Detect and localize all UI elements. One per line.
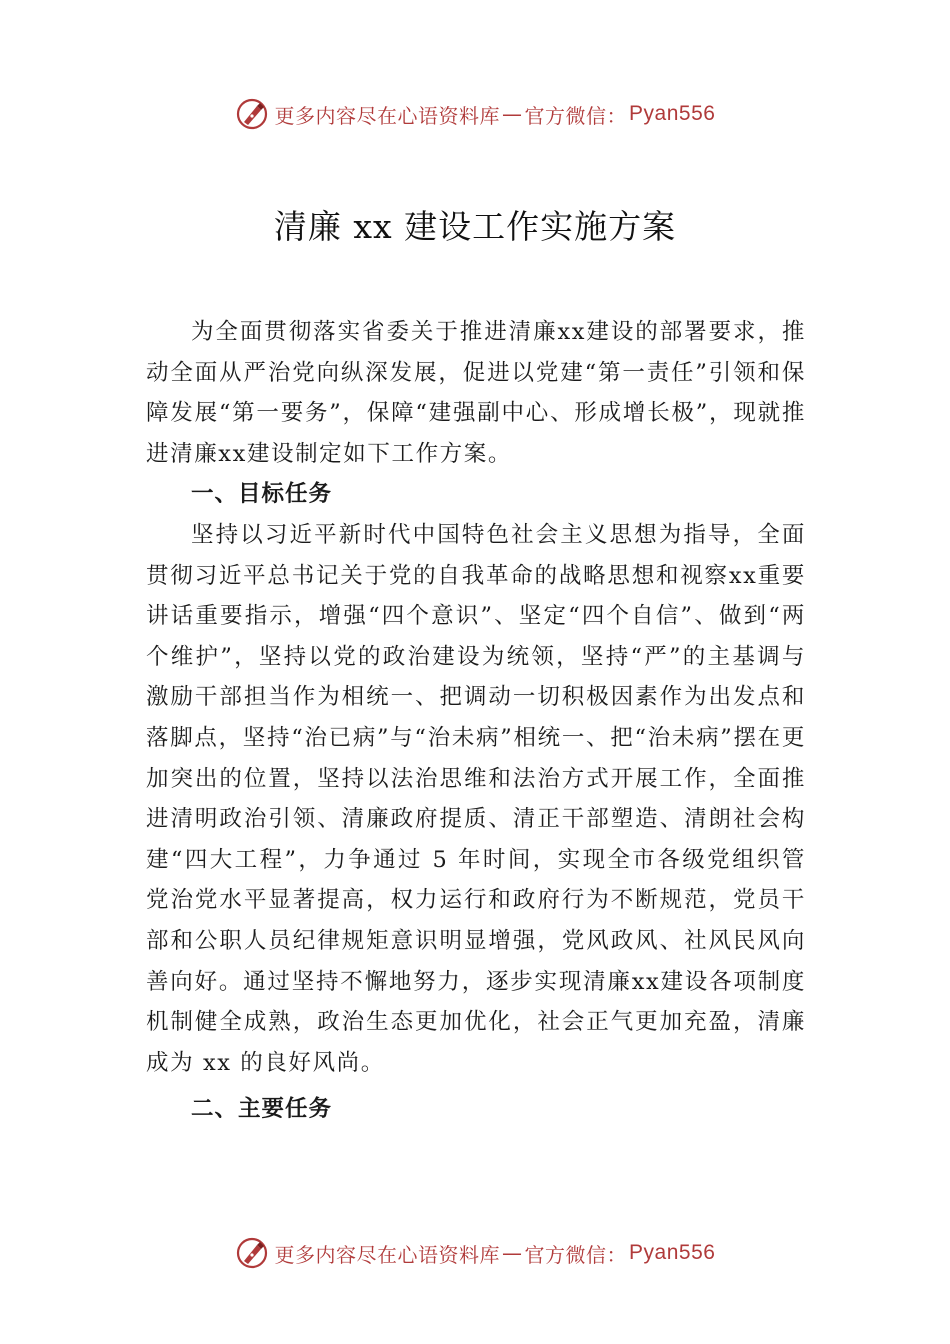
watermark-sub-text: 官方微信：	[524, 1242, 628, 1267]
document-body	[146, 312, 806, 1130]
intro-paragraph: 为全面贯彻落实省委关于推进清廉xx建设的部署要求，推动全面从严治党向纵深发展，促进以党建“第一责任”引领和保障发展“第一要务”，保障“建强副中心、形成增长极”，现就推进清廉xx建设制定如下工作方案。	[146, 319, 806, 467]
section-1-paragraph: 坚持以习近平新时代中国特色社会主义思想为指导，全面贯彻习近平总书记关于党的自我革命的战略思想和视察xx重要讲话重要指示，增强“四个意识”、坚定“四个自信”、做到“两个维护”，坚持以党的政治建设为统领，坚持“严”的主基调与激励干部担当作为相统一、把调动一切积极因素作为出发点和落脚点，坚持“治已病”与“治未病”相统一、把“治未病”摆在更加突出的位置，坚持以法治思维和法治方式开展工作，全面推进清明政治引领、清廉政府提质、清正干部塑造、清朗社会构建“四大工程”，力争通过 5 年时间，实现全市各级党组织管党治党水平显著提高，权力运行和政府行为不断规范，党员干部和公职人员纪律规矩意识明显增强，党风政风、社风民风向善向好。通过坚持不懈地努力，逐步实现清廉xx建设各项制度机制健全成熟，政治生态更加优化，社会正气更加充盈，清廉成为 xx 的良好风尚。	[146, 521, 806, 1076]
watermark-dash: —	[502, 1241, 523, 1265]
watermark-dash: —	[502, 102, 523, 126]
watermark-main-text: 更多内容尽在心语资料库	[274, 1242, 501, 1267]
section-heading-1: 一、目标任务	[191, 481, 333, 508]
watermark-main-text: 更多内容尽在心语资料库	[274, 103, 501, 128]
watermark-header	[0, 94, 950, 134]
pen-nib-logo-icon	[235, 1236, 269, 1270]
watermark-wechat-id: Pyan556	[629, 102, 716, 125]
document-title: 清廉 xx 建设工作实施方案	[273, 207, 677, 246]
pen-nib-logo-icon	[235, 97, 269, 131]
watermark-wechat-id: Pyan556	[629, 1241, 716, 1264]
watermark-footer	[0, 1233, 950, 1273]
watermark-sub-text: 官方微信：	[524, 103, 628, 128]
section-heading-2: 二、主要任务	[191, 1096, 333, 1123]
